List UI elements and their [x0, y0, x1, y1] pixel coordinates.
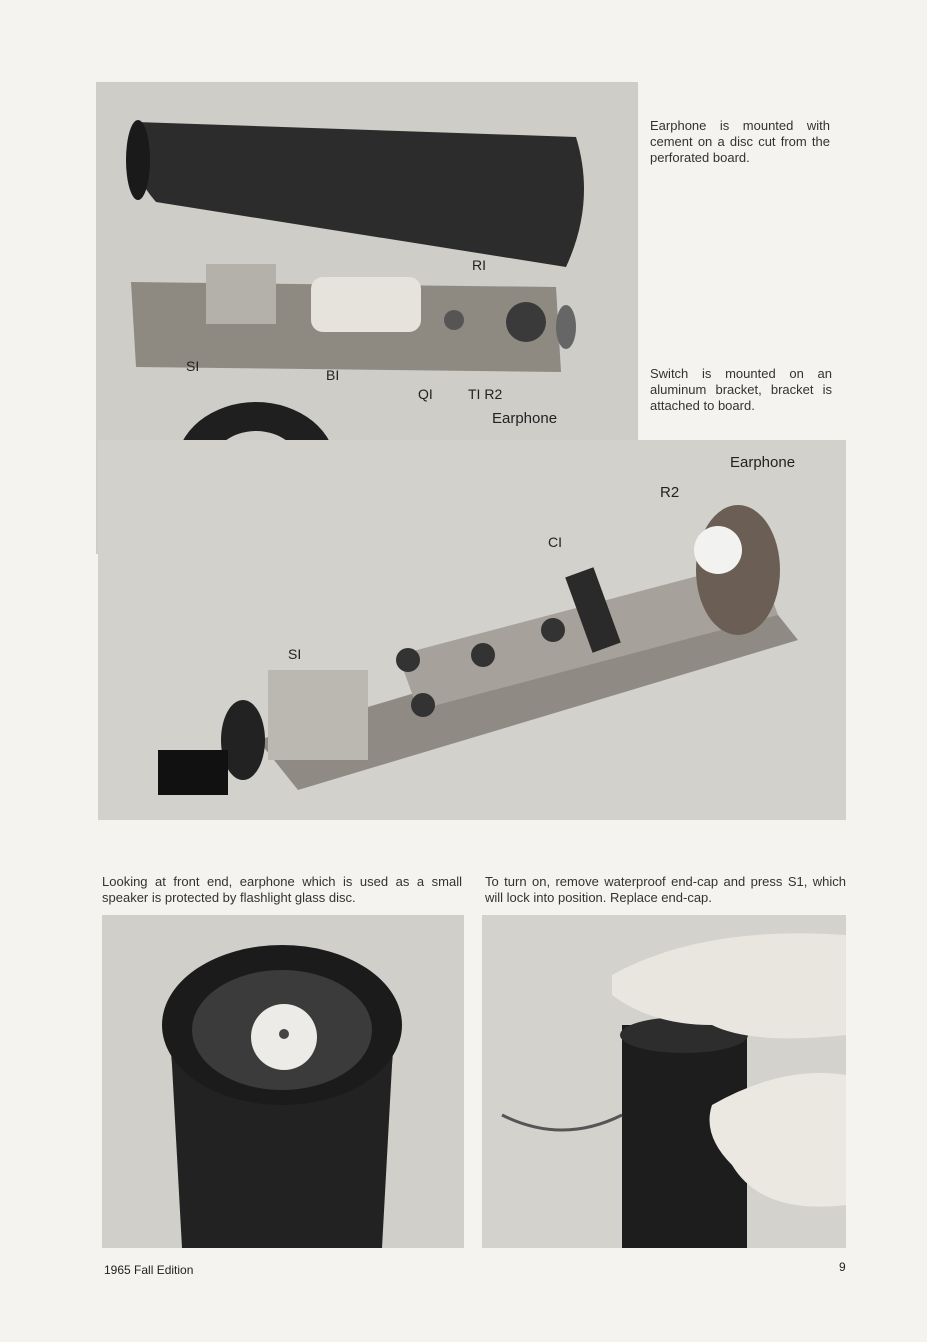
caption-earphone-mount: Earphone is mounted with cement on a disc cut from the perforated board.	[650, 118, 830, 165]
label-s1-photo1: SI	[186, 358, 200, 374]
label-r1: RI	[472, 257, 486, 273]
photo-front-end	[102, 915, 464, 1248]
label-earphone-photo2: Earphone	[730, 454, 796, 471]
photo-board-graphic	[98, 440, 846, 820]
photo-turn-on	[482, 915, 846, 1248]
photo-turn-on-graphic	[482, 915, 846, 1248]
caption-front-end: Looking at front end, earphone which is used as a small speaker is protected by flashlight glass disc.	[102, 874, 462, 905]
caption-switch-mount: Switch is mounted on an aluminum bracket, bracket is attached to board.	[650, 366, 832, 413]
caption-turn-on: To turn on, remove waterproof end-cap and press S1, which will lock into position. Replace end-cap.	[485, 874, 846, 905]
label-c1: CI	[548, 534, 562, 550]
label-earphone-photo1: Earphone	[492, 410, 558, 427]
label-r2-photo2: R2	[660, 484, 680, 501]
page-number: 9	[839, 1260, 846, 1274]
label-b1: BI	[326, 367, 340, 383]
label-s1-photo2: SI	[288, 646, 302, 662]
label-q1: QI	[418, 386, 433, 402]
photo-board-detail	[98, 440, 846, 820]
footer-edition: 1965 Fall Edition	[104, 1263, 194, 1277]
label-t1-r2: TI R2	[468, 386, 503, 402]
photo-front-end-graphic	[102, 915, 464, 1248]
